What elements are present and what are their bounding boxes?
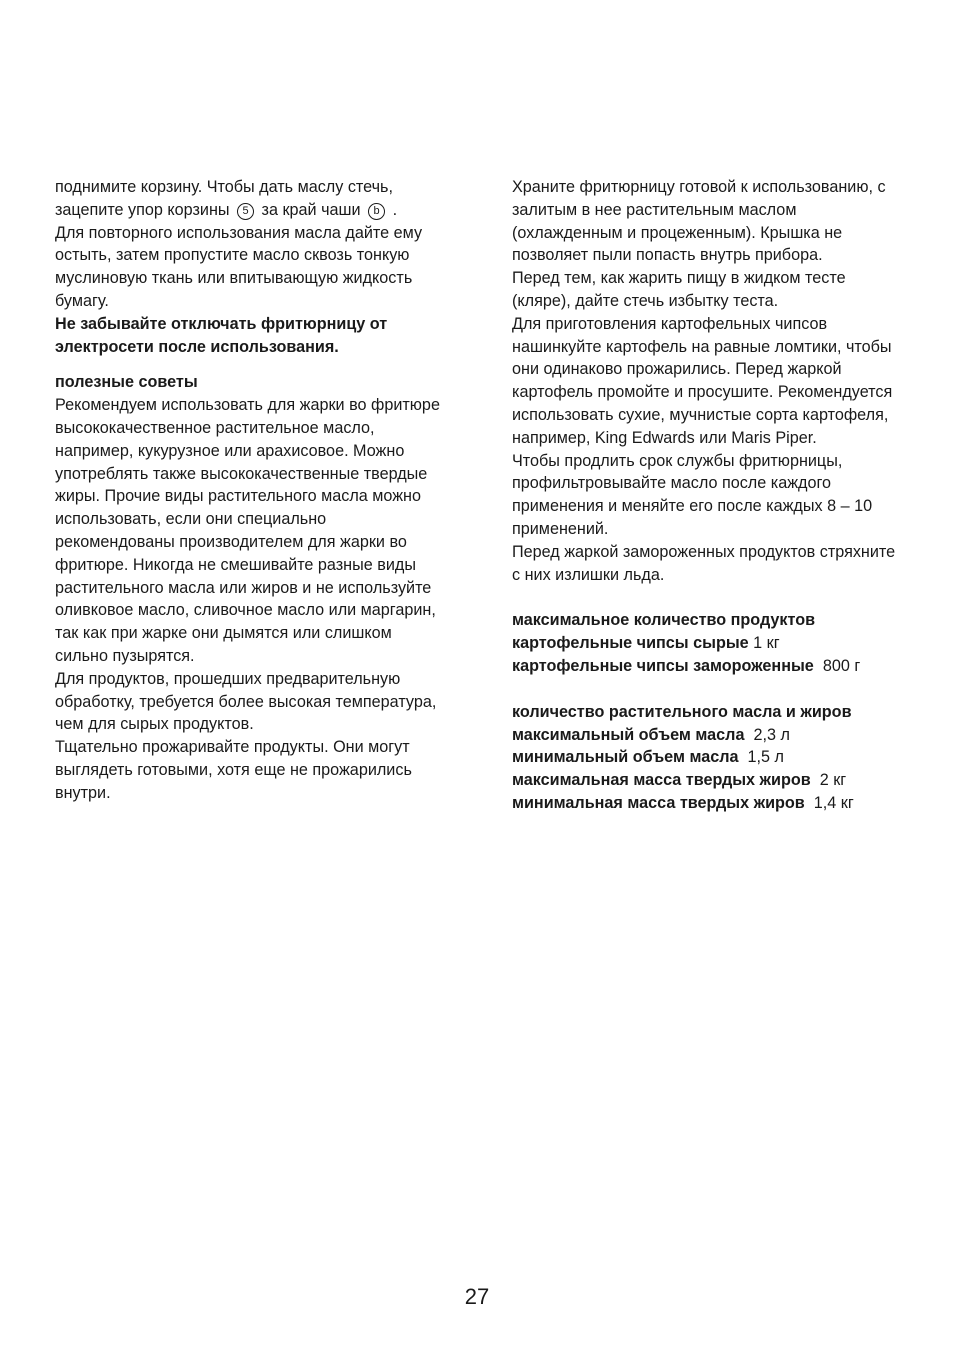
tips-line: Для продуктов, прошедших предварительную — [55, 669, 401, 688]
left-column — [55, 176, 475, 805]
text-line: остыть, затем пропустите масло сквозь тонкую — [55, 246, 410, 265]
text-line: Чтобы продлить срок службы фритюрницы, — [512, 451, 843, 470]
text-line: Перед жаркой замороженных продуктов стряхните — [512, 542, 896, 561]
tips-line: например, кукурузное или арахисовое. Можно — [55, 441, 405, 460]
right-column — [512, 176, 932, 815]
tips-line: так как при жарке они дымятся или слишком — [55, 624, 392, 643]
text-line: позволяет пыли попасть внутрь прибора. — [512, 246, 823, 265]
spec-label: максимальный объем масла — [512, 725, 745, 744]
tips-line: рекомендованы производителем для жарки во — [55, 532, 407, 551]
circled-number-marker: 5 — [237, 203, 254, 220]
tips-line: Рекомендуем использовать для жарки во фритюре — [55, 396, 440, 415]
tips-line: высококачественное растительное масло, — [55, 418, 375, 437]
oil-heading: количество растительного масла и жиров — [512, 702, 852, 721]
tips-heading: полезные советы — [55, 373, 198, 392]
tips-line: выглядеть готовыми, хотя еще не прожарились — [55, 760, 412, 779]
text-fragment: зацепите упор корзины — [55, 200, 230, 219]
spec-value: 2,3 л — [753, 725, 790, 744]
spec-label: картофельные чипсы замороженные — [512, 656, 814, 675]
text-line — [55, 199, 475, 222]
tips-line: растительного масла или жиров и не используйте — [55, 578, 432, 597]
spec-row — [512, 746, 932, 769]
oil-section — [512, 701, 932, 815]
spacer — [512, 678, 932, 701]
warning-line: электросети после использования. — [55, 337, 339, 356]
spec-label: минимальный объем масла — [512, 748, 739, 767]
tips-line: внутри. — [55, 783, 111, 802]
max-food-section — [512, 609, 932, 677]
text-line: бумагу. — [55, 291, 109, 310]
spec-value: 1 кг — [753, 634, 780, 653]
text-fragment: . — [392, 200, 398, 219]
text-line: использовать сухие, мучнистые сорта картофеля, — [512, 405, 889, 424]
text-line: применения и меняйте его после каждых 8 – 10 — [512, 497, 873, 516]
text-fragment: за край чаши — [261, 200, 361, 219]
text-line: муслиновую ткань или впитывающую жидкость — [55, 269, 413, 288]
tips-line: чем для сырых продуктов. — [55, 715, 254, 734]
tips-line: употреблять также высококачественные твердые — [55, 464, 428, 483]
tips-line: фритюре. Никогда не смешивайте разные виды — [55, 555, 416, 574]
max-food-heading: максимальное количество продуктов — [512, 611, 816, 630]
text-line: применений. — [512, 519, 609, 538]
text-line: картофель промойте и просушите. Рекомендуется — [512, 383, 893, 402]
spacer — [512, 586, 932, 609]
spec-row — [512, 632, 932, 655]
text-line: поднимите корзину. Чтобы дать маслу стечь, — [55, 178, 393, 196]
text-line: профильтровывайте масло после каждого — [512, 474, 832, 493]
spec-value: 1,4 кг — [813, 793, 854, 812]
text-line: они одинаково прожарились. Перед жаркой — [512, 360, 842, 379]
text-line: нашинкуйте картофель на равные ломтики, чтобы — [512, 337, 892, 356]
text-line: Перед тем, как жарить пищу в жидком тесте — [512, 269, 846, 288]
spec-row — [512, 769, 932, 792]
tips-line: оливковое масло, сливочное масло или маргарин, — [55, 601, 436, 620]
tips-line: обработку, требуется более высокая температура, — [55, 692, 437, 711]
spec-value: 2 кг — [819, 771, 847, 790]
spec-value: 1,5 л — [747, 748, 784, 767]
text-line: например, King Edwards или Maris Piper. — [512, 428, 817, 447]
text-line: (охлажденным и процеженным). Крышка не — [512, 223, 843, 242]
text-line: Для приготовления картофельных чипсов — [512, 314, 828, 333]
tips-line: использовать, если они специально — [55, 510, 327, 529]
tips-line: сильно пузырятся. — [55, 646, 195, 665]
spec-label: минимальная масса твердых жиров — [512, 793, 805, 812]
text-line: (кляре), дайте стечь избытку теста. — [512, 291, 779, 310]
text-line: Для повторного использования масла дайте ему — [55, 223, 423, 242]
spec-row — [512, 792, 932, 815]
spec-label: картофельные чипсы сырые — [512, 634, 749, 653]
spec-row — [512, 655, 932, 678]
spec-value: 800 г — [822, 656, 861, 675]
spec-row — [512, 724, 932, 747]
text-line: Храните фритюрницу готовой к использованию, с — [512, 178, 886, 196]
tips-line: Тщательно прожаривайте продукты. Они могут — [55, 738, 410, 757]
warning-line: Не забывайте отключать фритюрницу от — [55, 314, 388, 333]
page-number: 27 — [464, 1284, 490, 1309]
spec-label: максимальная масса твердых жиров — [512, 771, 811, 790]
tips-line: жиры. Прочие виды растительного масла можно — [55, 487, 421, 506]
spacer — [55, 358, 475, 371]
text-line: с них излишки льда. — [512, 565, 665, 584]
circled-letter-marker: b — [368, 203, 385, 220]
text-line: залитым в нее растительным маслом — [512, 200, 797, 219]
